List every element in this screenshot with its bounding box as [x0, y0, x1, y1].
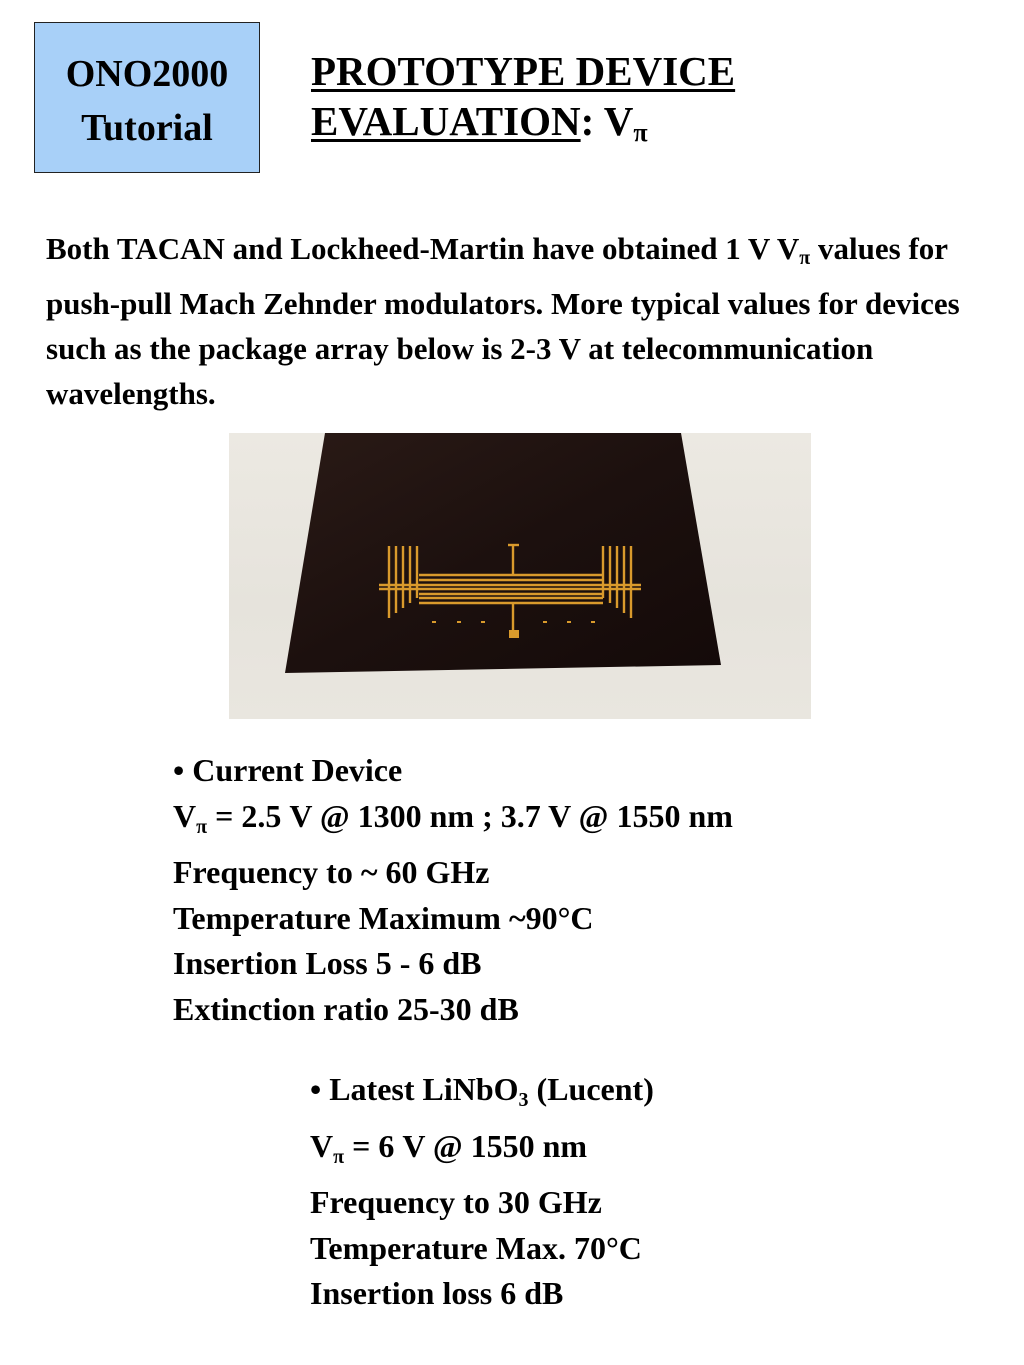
- device-chip-illustration: [229, 433, 811, 719]
- current-device-extinction: Extinction ratio 25-30 dB: [173, 990, 519, 1027]
- current-device-heading: • Current Device: [173, 752, 403, 788]
- intro-pi: π: [799, 247, 811, 269]
- title-line-1-text: PROTOTYPE DEVICE: [311, 48, 736, 94]
- linbo3-insertion-loss: Insertion loss 6 dB: [310, 1275, 564, 1311]
- title-pi: π: [633, 118, 648, 147]
- badge-line-2: Tutorial: [81, 107, 213, 149]
- linbo3-vpi: [310, 1124, 654, 1181]
- title-evaluation: EVALUATION: [311, 98, 581, 144]
- current-device-temperature: Temperature Maximum ~90°C: [173, 899, 594, 936]
- current-device-vpi: [173, 794, 733, 851]
- linbo3-heading: [310, 1067, 654, 1124]
- page-title: [311, 46, 735, 158]
- current-device-frequency: Frequency to ~ 60 GHz: [173, 854, 490, 890]
- current-device-specs: [173, 748, 733, 1032]
- linbo3-temperature: Temperature Max. 70°C: [310, 1229, 642, 1266]
- intro-paragraph: [46, 226, 1006, 416]
- intro-part-2: values for push-pull Mach Zehnder modulators. More typical values for devices such as the package array below is 2-3 V at telecommunication wavelengths.: [46, 231, 960, 411]
- title-v: : V: [580, 98, 634, 144]
- linbo3-heading-sub: 3: [518, 1089, 529, 1111]
- linbo3-frequency: Frequency to 30 GHz: [310, 1184, 602, 1220]
- current-vpi-value: = 2.5 V @ 1300 nm ; 3.7 V @ 1550 nm: [207, 797, 733, 834]
- linbo3-vpi-value: = 6 V @ 1550 nm: [344, 1127, 588, 1164]
- current-vpi-pi: π: [196, 815, 208, 838]
- tutorial-badge: [34, 22, 260, 173]
- chip-substrate: [285, 433, 721, 673]
- linbo3-heading-suffix: (Lucent): [528, 1071, 654, 1107]
- linbo3-vpi-pi: π: [333, 1145, 345, 1168]
- linbo3-heading-prefix: • Latest LiNbO: [310, 1071, 519, 1107]
- linbo3-vpi-prefix: V: [310, 1127, 334, 1164]
- device-photo: [229, 433, 811, 719]
- linbo3-specs: [310, 1067, 654, 1317]
- badge-line-1: ONO2000: [65, 53, 229, 95]
- title-line-1: [311, 46, 735, 96]
- current-device-insertion-loss: Insertion Loss 5 - 6 dB: [173, 945, 482, 981]
- title-line-2: [311, 96, 735, 158]
- current-vpi-prefix: V: [173, 797, 197, 834]
- intro-part-1: Both TACAN and Lockheed-Martin have obtained 1 V V: [46, 231, 800, 266]
